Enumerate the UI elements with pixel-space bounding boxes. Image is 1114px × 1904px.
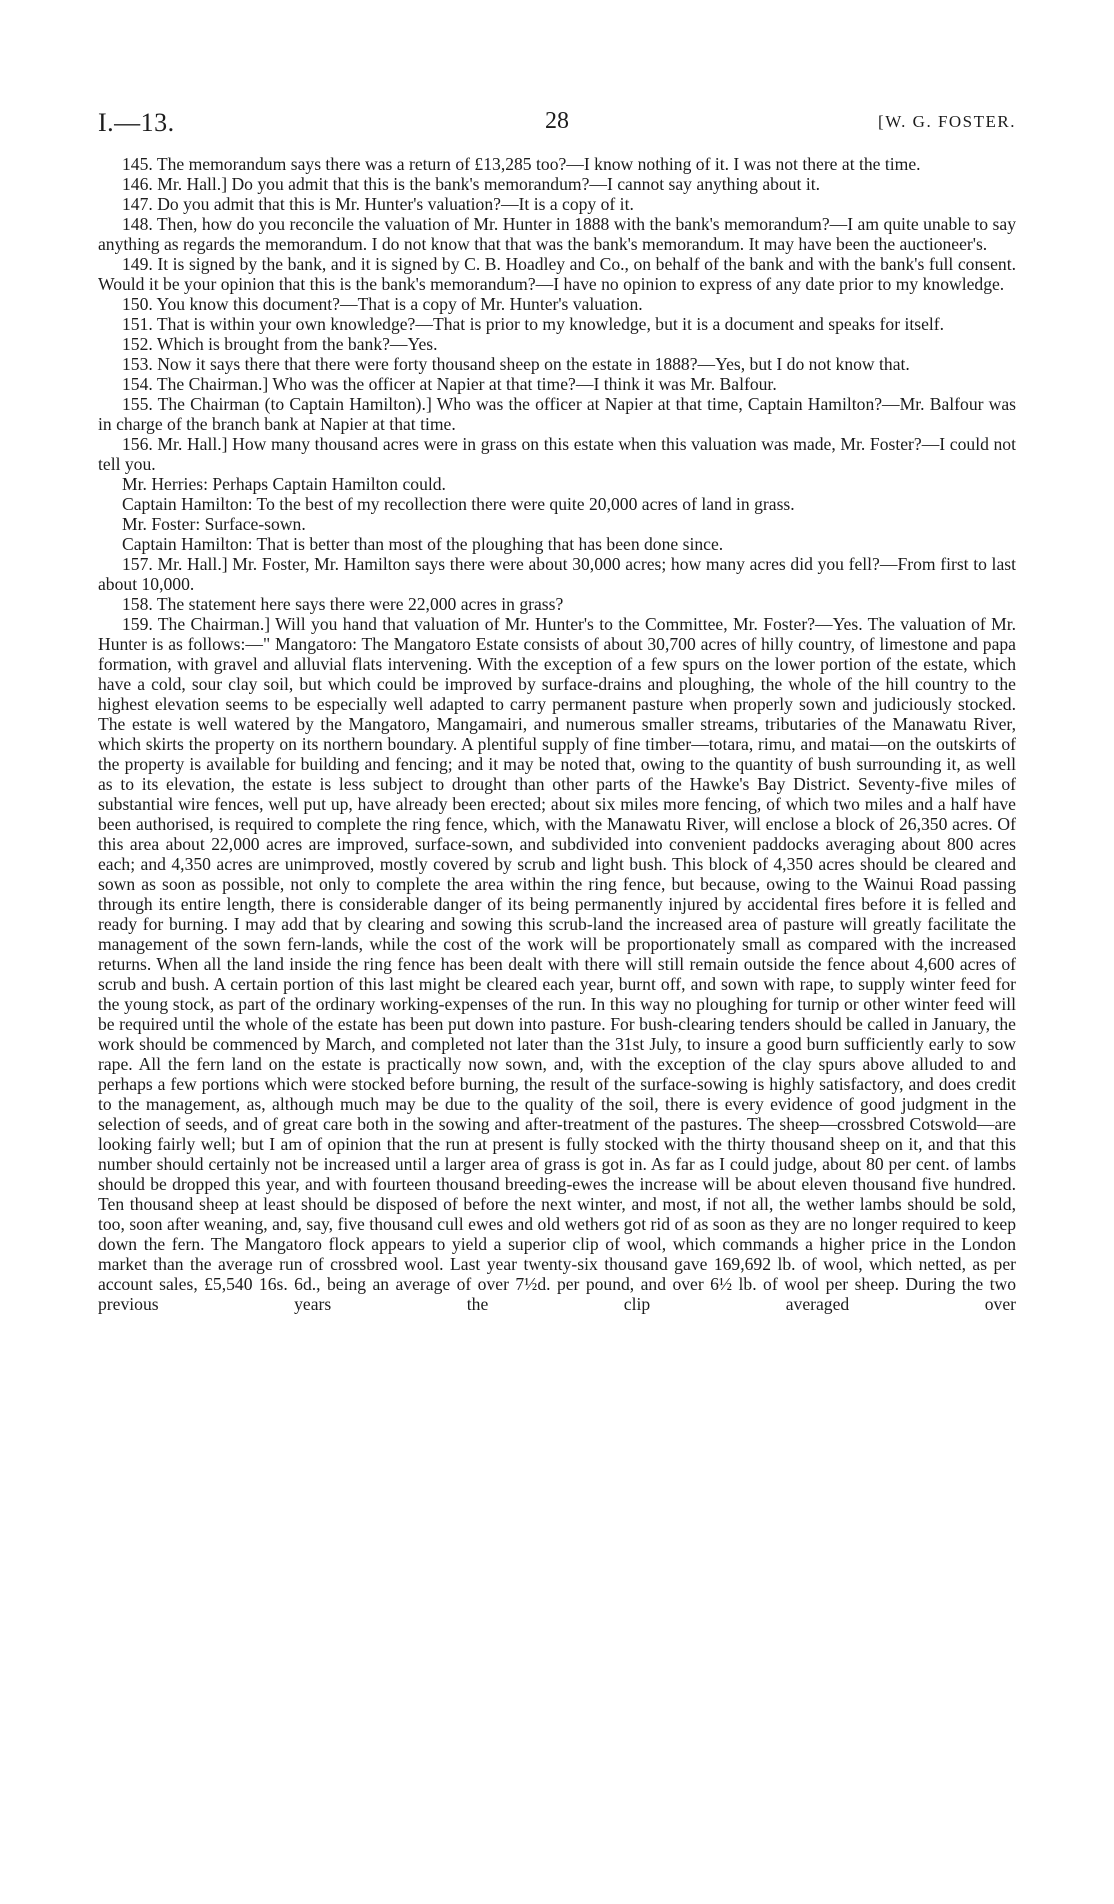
paragraph-153: 153. Now it says there that there were forty thousand sheep on the estate in 1888?—Yes, but I do not know that.: [122, 354, 910, 374]
paragraph-158: 158. The statement here says there were 22,000 acres in grass?: [122, 594, 564, 614]
paragraph-150: 150. You know this document?—That is a copy of Mr. Hunter's valuation.: [122, 294, 643, 314]
paper-reference: I.—13.: [98, 108, 175, 137]
paragraph-146: 146. Mr. Hall.] Do you admit that this is the bank's memorandum?—I cannot say anything about it.: [122, 174, 821, 194]
paragraph-148: 148. Then, how do you reconcile the valuation of Mr. Hunter in 1888 with the bank's memorandum?—I am quite unable to say anything as regards the memorandum. I do not know that that was the bank's memorandum. It may have been the auctioneer's.: [98, 214, 1016, 254]
paragraph-herries: Mr. Herries: Perhaps Captain Hamilton could.: [122, 474, 446, 494]
paragraph-156: 156. Mr. Hall.] How many thousand acres were in grass on this estate when this valuation was made, Mr. Foster?—I could not tell you.: [98, 434, 1016, 474]
paragraph-149: 149. It is signed by the bank, and it is signed by C. B. Hoadley and Co., on behalf of the bank and with the bank's full consent. Would it be your opinion that this is the bank's memorandum?—I have no opinion to express of any date prior to my knowledge.: [98, 254, 1016, 294]
paragraph-159: 159. The Chairman.] Will you hand that valuation of Mr. Hunter's to the Committee, Mr. Foster?—Yes. The valuation of Mr. Hunter is as follows:—" Mangatoro: The Mangatoro Estate consists of about 30,700 acres of hilly country, of limestone and papa formation, with gravel and alluvial flats intervening. With the exception of a few spurs on the lower portion of the estate, which have a cold, sour clay soil, but which could be improved by surface-drains and ploughing, the whole of the hill country to the highest elevation seems to be especially well adapted to carry permanent pasture when properly sown and judiciously stocked. The estate is well watered by the Mangatoro, Mangamairi, and numerous smaller streams, tributaries of the Manawatu River, which skirts the property on its northern boundary. A plentiful supply of fine timber—totara, rimu, and matai—on the outskirts of the property is available for building and fencing; and it may be noted that, owing to the quantity of bush surrounding it, as well as to its elevation, the estate is less subject to drought than other parts of the Hawke's Bay District. Seventy-five miles of substantial wire fences, well put up, have already been erected; about six miles more fencing, of which two miles and a half have been authorised, is required to complete the ring fence, which, with the Manawatu River, will enclose a block of 26,350 acres. Of this area about 22,000 acres are improved, surface-sown, and subdivided into convenient paddocks averaging about 800 acres each; and 4,350 acres are unimproved, mostly covered by scrub and light bush. This block of 4,350 acres should be cleared and sown as soon as possible, not only to complete the area within the ring fence, but because, owing to the Wainui Road passing through its entire length, there is considerable danger of its being permanently injured by accidental fires before it is felled and ready for burning. I may add that by clearing and sowing this scrub-land the increased area of pasture will greatly facilitate the management of the sown fern-lands, while the cost of the work will be proportionately small as compared with the increased returns. When all the land inside the ring fence has been dealt with there will still remain outside the fence about 4,600 acres of scrub and bush. A certain portion of this last might be cleared each year, burnt off, and sown with rape, to supply winter feed for the young stock, as part of the ordinary working-expenses of the run. In this way no ploughing for turnip or other winter feed will be required until the whole of the estate has been put down into pasture. For bush-clearing tenders should be called in January, the work should be commenced by March, and completed not later than the 31st July, to insure a good burn sufficiently early to sow rape. All the fern land on the estate is practically now sown, and, with the exception of the clay spurs above alluded to and perhaps a few portions which were stocked before burning, the result of the surface-sowing is highly satisfactory, and does credit to the management, as, although much may be due to the quality of the soil, there is every evidence of good judgment in the selection of seeds, and of great care both in the sowing and after-treatment of the pastures. The sheep—crossbred Cotswold—are looking fairly well; but I am of opinion that the run at present is fully stocked with the thirty thousand sheep on it, and that this number should certainly not be increased until a larger area of grass is got in. As far as I could judge, about 80 per cent. of lambs should be dropped this year, and with fourteen thousand breeding-ewes the increase will be about eleven thousand five hundred. Ten thousand sheep at least should be disposed of before the next winter, and most, if not all, the wether lambs should be sold, too, soon after weaning, and, say, five thousand cull ewes and old wethers got rid of as soon as they are no longer required to keep down the fern. The Mangatoro flock appears to yield a superior clip of wool, which commands a higher price in the London market than the average run of crossbred wool. Last year twenty-six thousand gave 169,692 lb. of wool, which netted, as per account sales, £5,540 16s. 6d., being an average of over 7½d. per pound, and over 6½ lb. of wool per sheep. During the two previous years the clip averaged over: [98, 614, 1016, 1314]
paragraph-hamilton-2: Captain Hamilton: That is better than most of the ploughing that has been done since.: [122, 534, 724, 554]
paragraph-154: 154. The Chairman.] Who was the officer at Napier at that time?—I think it was Mr. Balfour.: [122, 374, 777, 394]
witness-name: [W. G. FOSTER.: [878, 112, 1016, 131]
paragraph-152: 152. Which is brought from the bank?—Yes.: [122, 334, 438, 354]
page-header: [98, 108, 1016, 150]
paragraph-145: 145. The memorandum says there was a return of £13,285 too?—I know nothing of it. I was not there at the time.: [122, 154, 921, 174]
document-body: [98, 154, 1016, 1314]
paragraph-foster: Mr. Foster: Surface-sown.: [122, 514, 306, 534]
paragraph-147: 147. Do you admit that this is Mr. Hunter's valuation?—It is a copy of it.: [122, 194, 634, 214]
paragraph-hamilton-1: Captain Hamilton: To the best of my recollection there were quite 20,000 acres of land in grass.: [122, 494, 795, 514]
paragraph-151: 151. That is within your own knowledge?—That is prior to my knowledge, but it is a document and speaks for itself.: [122, 314, 945, 334]
paragraph-157: 157. Mr. Hall.] Mr. Foster, Mr. Hamilton says there were about 30,000 acres; how many acres did you fell?—From first to last about 10,000.: [98, 554, 1016, 594]
page-number: 28: [545, 108, 569, 134]
paragraph-155: 155. The Chairman (to Captain Hamilton).] Who was the officer at Napier at that time, Captain Hamilton?—Mr. Balfour was in charge of the branch bank at Napier at that time.: [98, 394, 1016, 434]
